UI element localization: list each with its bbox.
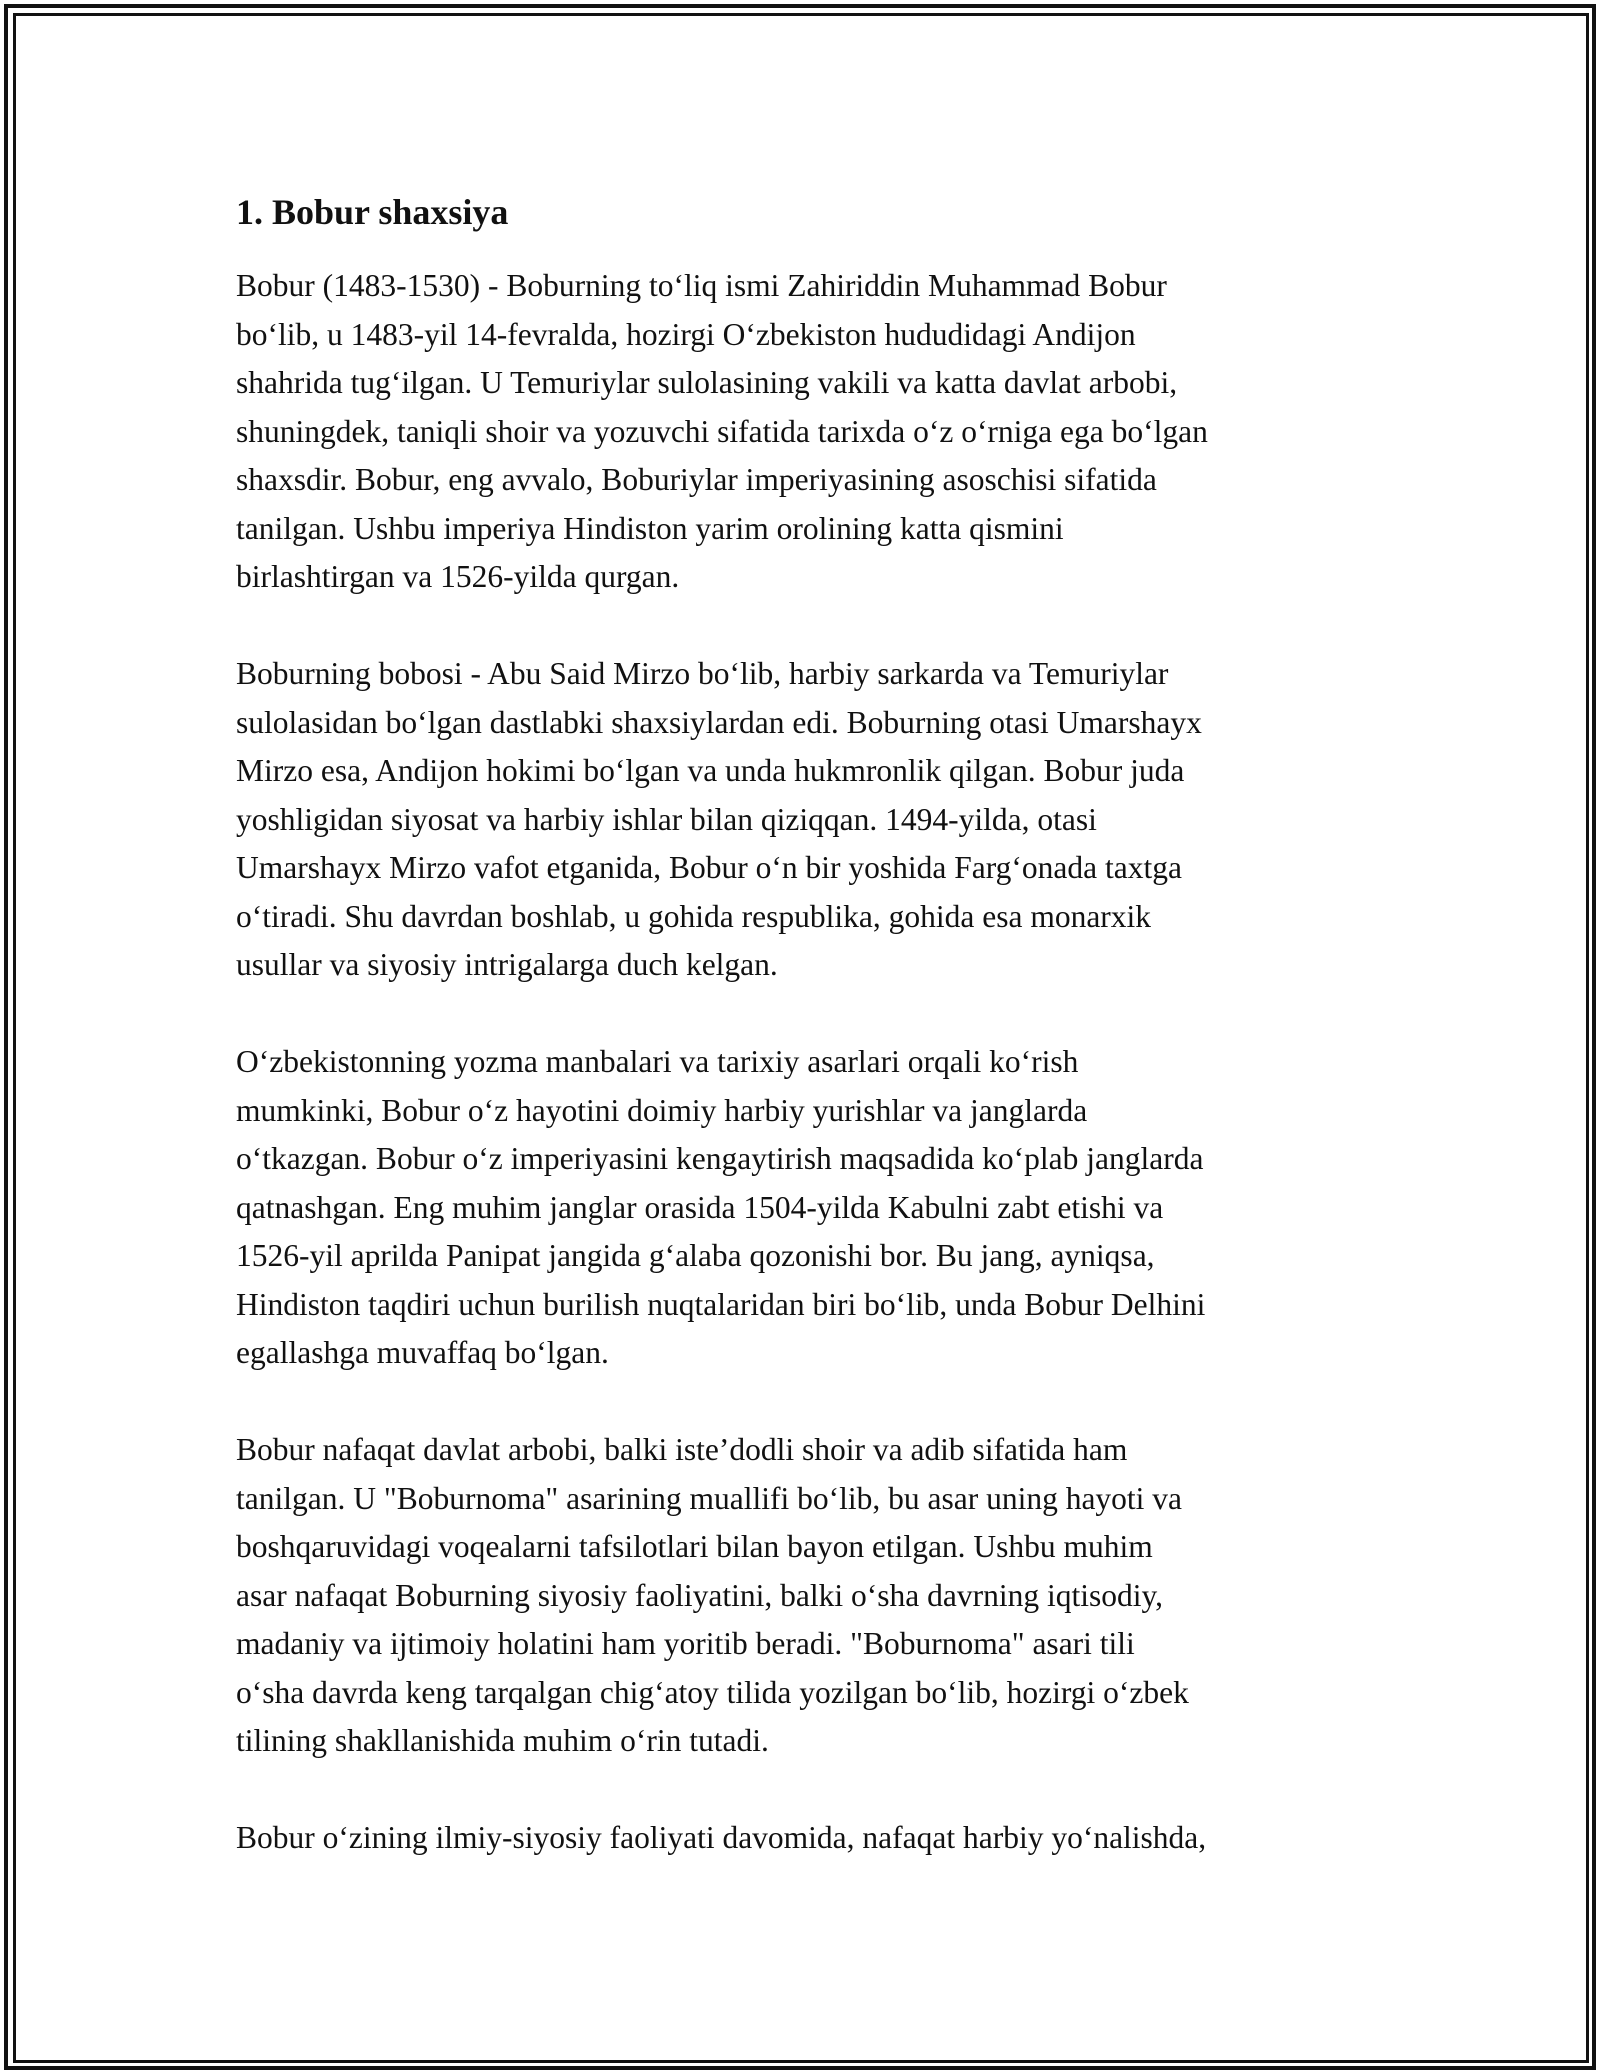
paragraph-4: Bobur nafaqat davlat arbobi, balki iste’dodli shoir va adib sifatida ham tanilgan. U "Boburnoma" asarining muallifi bo‘lib, bu asar uning hayoti va boshqaruvidagi voqealarni tafsilotlari bilan bayon etilgan. Ushbu muhim asar nafaqat Boburning siyosiy faoliyatini, balki o‘sha davrning iqtisodiy, madaniy va ijtimoiy holatini ham yoritib beradi. "Boburnoma" asari tili o‘sha davrda keng tarqalgan chig‘atoy tilida yozilgan bo‘lib, hozirgi o‘zbek tilining shakllanishida muhim o‘rin tutadi. <box>236 1432 1189 1758</box>
paragraph-3: O‘zbekistonning yozma manbalari va tarixiy asarlari orqali ko‘rish mumkinki, Bobur o‘z hayotini doimiy harbiy yurishlar va janglarda o‘tkazgan. Bobur o‘z imperiyasini kengaytirish maqsadida ko‘plab janglarda qatnashgan. Eng muhim janglar orasida 1504-yilda Kabulni zabt etishi va 1526-yil aprilda Panipat jangida g‘alaba qozonishi bor. Bu jang, ayniqsa, Hindiston taqdiri uchun burilish nuqtalaridan biri bo‘lib, unda Bobur Delhini egallashga muvaffaq bo‘lgan. <box>236 1044 1206 1370</box>
paragraph-5: Bobur o‘zining ilmiy-siyosiy faoliyati davomida, nafaqat harbiy yo‘nalishda, <box>236 1820 1207 1855</box>
paragraph-2: Boburning bobosi - Abu Said Mirzo bo‘lib, harbiy sarkarda va Temuriylar sulolasidan bo‘lgan dastlabki shaxsiylardan edi. Boburning otasi Umarshayx Mirzo esa, Andijon hokimi bo‘lgan va unda hukmronlik qilgan. Bobur juda yoshligidan siyosat va harbiy ishlar bilan qiziqqan. 1494-yilda, otasi Umarshayx Mirzo vafot etganida, Bobur o‘n bir yoshida Farg‘onada taxtga o‘tiradi. Shu davrdan boshlab, u gohida respublika, gohida esa monarxik usullar va siyosiy intrigalarga duch kelgan. <box>236 656 1202 982</box>
section-heading: 1. Bobur shaxsiya <box>236 192 509 232</box>
document-body <box>236 188 1376 1911</box>
paragraph-1: Bobur (1483-1530) - Boburning to‘liq ismi Zahiriddin Muhammad Bobur bo‘lib, u 1483-yil 14-fevralda, hozirgi O‘zbekiston hududidagi Andijon shahrida tug‘ilgan. U Temuriylar sulolasining vakili va katta davlat arbobi, shuningdek, taniqli shoir va yozuvchi sifatida tarixda o‘z o‘rniga ega bo‘lgan shaxsdir. Bobur, eng avvalo, Boburiylar imperiyasining asoschisi sifatida tanilgan. Ushbu imperiya Hindiston yarim orolining katta qismini birlashtirgan va 1526-yilda qurgan. <box>236 268 1208 594</box>
